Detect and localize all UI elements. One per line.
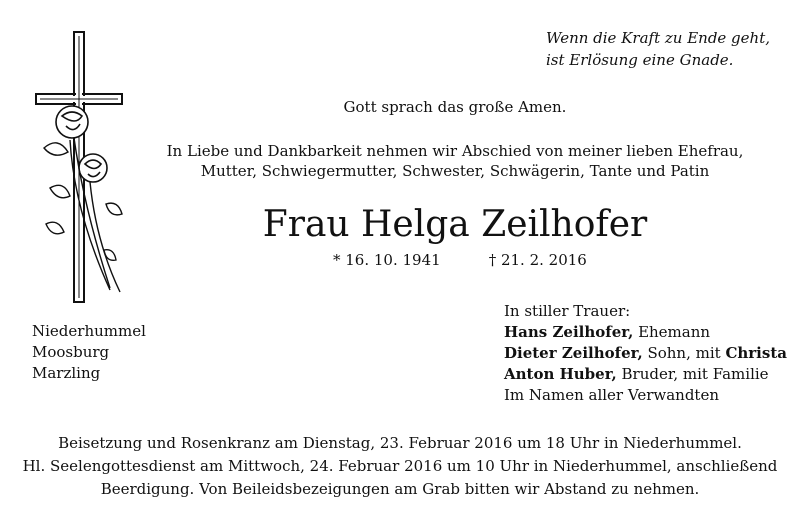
birth-date: * 16. 10. 1941 (333, 251, 441, 269)
cross-with-roses-icon (30, 28, 130, 308)
place-item: Niederhummel (32, 322, 146, 340)
life-dates (333, 250, 587, 270)
mourner-name: Anton Huber, (504, 365, 617, 383)
place-item: Moosburg (32, 343, 110, 361)
farewell-line-1: In Liebe und Dankbarkeit nehmen wir Abschied von meiner lieben Ehefrau, (166, 142, 744, 160)
place-item: Marzling (32, 364, 101, 382)
mourner-line (504, 385, 787, 406)
death-date: † 21. 2. 2016 (488, 251, 587, 269)
mourner-relation: Ehemann (633, 323, 711, 341)
mourner-partner-name: Christa (725, 344, 787, 362)
farewell-line-2: Mutter, Schwiegermutter, Schwester, Schwägerin, Tante und Patin (200, 162, 710, 180)
funeral-info (0, 432, 800, 501)
mourners-block (504, 301, 787, 406)
motto (546, 27, 770, 71)
funeral-info-line-2: Hl. Seelengottesdienst am Mittwoch, 24. Februar 2016 um 10 Uhr in Niederhummel, anschließend (22, 457, 778, 475)
motto-line-1: Wenn die Kraft zu Ende geht, (546, 29, 770, 47)
motto-line-2: ist Erlösung eine Gnade. (546, 51, 734, 69)
places-list (32, 321, 146, 384)
mourner-relation: Im Namen aller Verwandten (504, 386, 719, 404)
funeral-info-line-1: Beisetzung und Rosenkranz am Dienstag, 23. Februar 2016 um 18 Uhr in Niederhummel. (58, 434, 742, 452)
funeral-info-line-3: Beerdigung. Von Beileidsbezeigungen am Grab bitten wir Abstand zu nehmen. (100, 480, 700, 498)
mourners-heading: In stiller Trauer: (504, 302, 631, 320)
mourner-name: Dieter Zeilhofer, (504, 344, 643, 362)
mourner-line (504, 322, 787, 343)
mourner-line (504, 343, 787, 364)
mourner-name: Hans Zeilhofer, (504, 323, 634, 341)
mourner-line (504, 364, 787, 385)
amen-line: Gott sprach das große Amen. (343, 98, 567, 116)
mourner-relation: Sohn, mit (642, 344, 726, 362)
deceased-name: Frau Helga Zeilhofer (262, 204, 648, 245)
mourner-relation: Bruder, mit Familie (616, 365, 769, 383)
